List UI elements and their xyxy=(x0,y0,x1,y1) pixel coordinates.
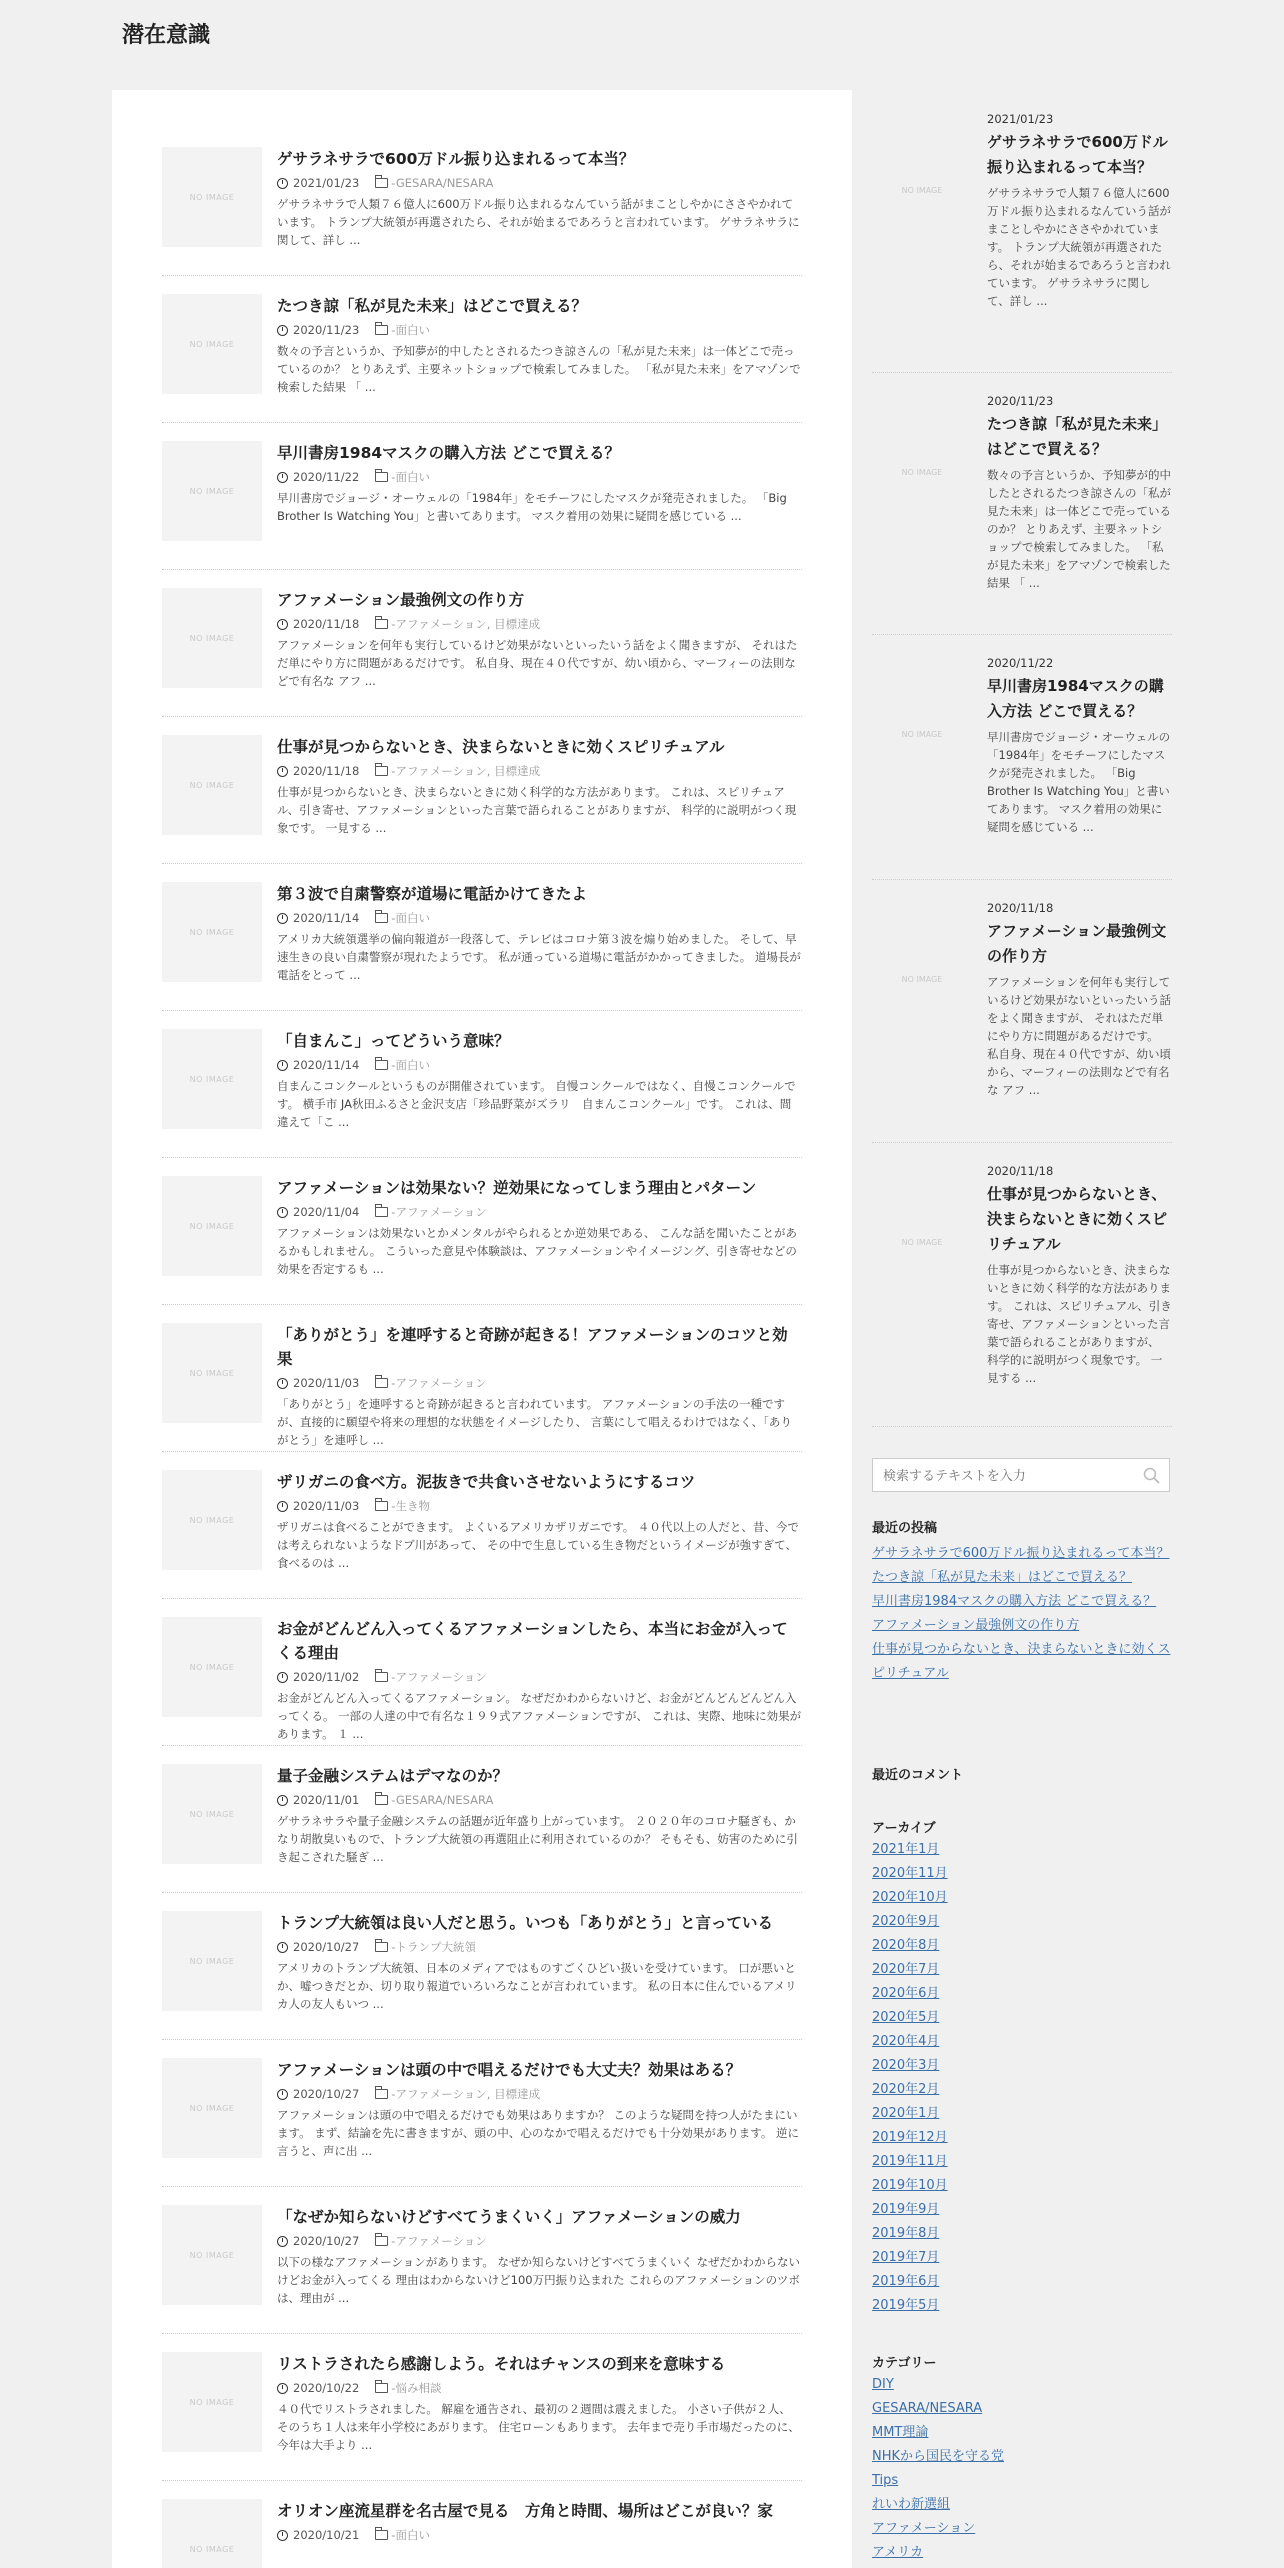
clock-icon xyxy=(277,1795,288,1806)
folder-icon xyxy=(375,1672,388,1682)
post-categories: -アファメーション xyxy=(391,2234,487,2248)
post-body xyxy=(277,2205,802,2307)
post-date: 2020/11/04 xyxy=(293,1205,360,1219)
recent-comments-title: 最近のコメント xyxy=(872,1768,964,1783)
featured-thumbnail[interactable]: NO IMAGE xyxy=(872,929,972,1029)
archive-item-link[interactable]: 2019年9月 xyxy=(872,2202,940,2217)
clock-icon xyxy=(277,1501,288,1512)
archive-item xyxy=(872,2078,1172,2102)
post-categories: -面白い xyxy=(391,911,430,925)
post-body xyxy=(277,1470,802,1572)
folder-icon xyxy=(375,1060,388,1070)
clock-icon xyxy=(277,1672,288,1683)
featured-date: 2020/11/18 xyxy=(987,901,1054,915)
post-excerpt: ザリガニは食べることができます。 よくいるアメリカザリガニです。 ４０代以上の人だと、昔、今では考えられないようなドブ川があって、 その中で生息している生き物だというイメージが強すぎて、 食べるのは ... xyxy=(277,1520,799,1570)
category-link[interactable]: 目標達成 xyxy=(494,764,541,778)
post-excerpt: 自まんこコンクールというものが開催されています。 自慢コンクールではなく、自慢こコンクールです。 横手市 JA秋田ふるさと金沢支店「珍品野菜がズラリ 自まんこコンクール」です。 これは、間違えて「こ ... xyxy=(277,1079,796,1129)
post-body xyxy=(277,147,802,249)
post-date: 2020/10/27 xyxy=(293,1940,360,1954)
post-title[interactable]: 第３波で自粛警察が道場に電話かけてきたよ xyxy=(277,885,588,903)
post-thumbnail[interactable]: NO IMAGE xyxy=(162,2499,262,2568)
clock-icon xyxy=(277,619,288,630)
post-meta xyxy=(277,2085,802,2103)
post-title[interactable]: オリオン座流星群を名古屋で見る 方角と時間、場所はどこが良い？家 xyxy=(277,2502,773,2520)
clock-icon xyxy=(277,178,288,189)
archive-item-link[interactable]: 2021年1月 xyxy=(872,1842,940,1857)
post-excerpt: ゲサラネサラで人類７６億人に600万ドル振り込まれるなんていう話がまことしやかにささやかれています。 トランプ大統領が再選されたら、それが始まるであろうと言われています。 ゲサラネサラに関して、詳し ... xyxy=(277,197,800,247)
post-item xyxy=(162,147,802,276)
archive-item xyxy=(872,2006,1172,2030)
post-thumbnail[interactable]: NO IMAGE xyxy=(162,294,262,394)
featured-title[interactable]: ゲサラネサラで600万ドル振り込まれるって本当？ xyxy=(987,133,1168,176)
post-excerpt: アファメーションは頭の中で唱えるだけでも効果はありますか？ このような疑問を持つ人がたまにいます。 まず、結論を先に書きますが、頭の中、心のなかで唱えるだけでも十分効果があります。 逆に言うと、声に出 ... xyxy=(277,2108,800,2158)
post-item xyxy=(162,1764,802,1893)
featured-post xyxy=(872,110,1172,373)
post-title[interactable]: 早川書房1984マスクの購入方法 どこで買える？ xyxy=(277,444,621,462)
featured-thumbnail[interactable]: NO IMAGE xyxy=(872,140,972,240)
clock-icon xyxy=(277,472,288,483)
category-link[interactable]: アファメーション xyxy=(395,2087,487,2101)
post-categories: -トランプ大統領 xyxy=(391,1940,476,1954)
post-date: 2020/11/18 xyxy=(293,764,360,778)
archive-item xyxy=(872,1838,1172,1862)
clock-icon xyxy=(277,1060,288,1071)
category-link[interactable]: アファメーション xyxy=(395,1205,487,1219)
folder-icon xyxy=(375,1207,388,1217)
clock-icon xyxy=(277,325,288,336)
category-item xyxy=(872,2445,1172,2469)
post-date: 2020/11/14 xyxy=(293,1058,360,1072)
post-meta xyxy=(277,909,802,927)
post-body xyxy=(277,2352,802,2454)
archive-item xyxy=(872,2294,1172,2318)
archive-item xyxy=(872,1934,1172,1958)
archive-item-link[interactable]: 2020年4月 xyxy=(872,2034,940,2049)
archive-item xyxy=(872,2198,1172,2222)
post-meta xyxy=(277,2232,802,2250)
archive-item-link[interactable]: 2019年7月 xyxy=(872,2250,940,2265)
recent-post-link[interactable]: アファメーション最強例文の作り方 xyxy=(872,1618,1080,1633)
category-item xyxy=(872,2541,1172,2565)
category-item-link[interactable]: DIY xyxy=(872,2377,894,2392)
featured-excerpt: 数々の予言というか、予知夢が的中したとされるたつき諒さんの「私が見た未来」は一体どこで売っているのか？ とりあえず、主要ネットショップで検索してみました。 「私が見た未来」をアマゾンで検索した結果 「 ... xyxy=(987,468,1171,590)
featured-thumbnail[interactable]: NO IMAGE xyxy=(872,422,972,522)
post-date: 2020/11/03 xyxy=(293,1499,360,1513)
post-categories: -アファメーション xyxy=(391,1376,487,1390)
archive-item xyxy=(872,2174,1172,2198)
search-input[interactable] xyxy=(873,1459,1135,1493)
folder-icon xyxy=(375,1501,388,1511)
post-excerpt: アメリカ大統領選挙の偏向報道が一段落して、テレビはコロナ第３波を煽り始めました。 そして、早速生きの良い自粛警察が現れたようです。 私が通っている道場に電話がかかってきました。 道場長が電話をとって ... xyxy=(277,932,801,982)
post-thumbnail[interactable]: NO IMAGE xyxy=(162,441,262,541)
featured-text xyxy=(987,654,1172,836)
recent-post xyxy=(872,1566,1172,1590)
category-link[interactable]: 悩み相談 xyxy=(395,2381,442,2395)
archive-item-link[interactable]: 2020年9月 xyxy=(872,1914,940,1929)
archive-item-link[interactable]: 2020年2月 xyxy=(872,2082,940,2097)
post-thumbnail[interactable]: NO IMAGE xyxy=(162,2205,262,2305)
category-item-link[interactable]: NHKから国民を守る党 xyxy=(872,2449,1005,2464)
post-body xyxy=(277,1617,802,1743)
post-categories: -アファメーション, 目標達成 xyxy=(391,764,541,778)
post-date: 2020/11/18 xyxy=(293,617,360,631)
clock-icon xyxy=(277,913,288,924)
post-title[interactable]: ザリガニの食べ方。泥抜きで共食いさせないようにするコツ xyxy=(277,1473,696,1491)
featured-post xyxy=(872,899,1172,1143)
clock-icon xyxy=(277,1378,288,1389)
post-excerpt: 仕事が見つからないとき、決まらないときに効く科学的な方法があります。 これは、スピリチュアル、引き寄せ、アファメーションといった言葉で語られることがありますが、 科学的に説明がつく現象です。 一見する ... xyxy=(277,785,797,835)
folder-icon xyxy=(375,913,388,923)
post-meta xyxy=(277,1938,802,1956)
post-title[interactable]: 仕事が見つからないとき、決まらないときに効くスピリチュアル xyxy=(277,738,725,756)
post-thumbnail[interactable]: NO IMAGE xyxy=(162,1176,262,1276)
featured-text xyxy=(987,1162,1172,1387)
post-item xyxy=(162,441,802,570)
archive-item-link[interactable]: 2020年3月 xyxy=(872,2058,940,2073)
featured-excerpt: ゲサラネサラで人類７６億人に600万ドル振り込まれるなんていう話がまことしやかにささやかれています。 トランプ大統領が再選されたら、それが始まるであろうと言われています。 ゲサラネサラに関して、詳し ... xyxy=(987,186,1171,308)
featured-date: 2021/01/23 xyxy=(987,112,1054,126)
post-categories: -アファメーション, 目標達成 xyxy=(391,2087,541,2101)
archive-item xyxy=(872,2150,1172,2174)
featured-date: 2020/11/23 xyxy=(987,394,1054,408)
category-link[interactable]: アファメーション xyxy=(395,764,487,778)
post-excerpt: アファメーションを何年も実行しているけど効果がないといったいう話をよく聞きますが、 それはただ単にやり方に問題があるだけです。 私自身、現在４０代ですが、幼い頃から、マーフィーの法則などで有名な アフ ... xyxy=(277,638,798,688)
post-thumbnail[interactable]: NO IMAGE xyxy=(162,2058,262,2158)
archive-item xyxy=(872,2126,1172,2150)
post-meta xyxy=(277,2379,802,2397)
folder-icon xyxy=(375,472,388,482)
clock-icon xyxy=(277,2383,288,2394)
post-date: 2020/10/21 xyxy=(293,2528,360,2542)
sidebar xyxy=(872,90,1172,2568)
folder-icon xyxy=(375,325,388,335)
post-thumbnail[interactable]: NO IMAGE xyxy=(162,1764,262,1864)
featured-excerpt: 仕事が見つからないとき、決まらないときに効く科学的な方法があります。 これは、スピリチュアル、引き寄せ、アファメーションといった言葉で語られることがありますが、 科学的に説明がつく現象です。 一見する ... xyxy=(987,1263,1172,1385)
category-item xyxy=(872,2373,1172,2397)
archive-item-link[interactable]: 2020年8月 xyxy=(872,1938,940,1953)
category-item-link[interactable]: GESARA/NESARA xyxy=(872,2401,983,2416)
category-link[interactable]: アファメーション xyxy=(395,1376,487,1390)
post-body xyxy=(277,1764,802,1866)
post-excerpt: ４０代でリストラされました。 解雇を通告され、最初の２週間は震えました。 小さい子供が２人、そのうち１人は来年小学校にあがります。 住宅ローンもあります。 去年まで売り手市場だったのに、今年は大手より ... xyxy=(277,2402,800,2452)
category-item-link[interactable]: Tips xyxy=(872,2473,899,2488)
archive-item-link[interactable]: 2019年5月 xyxy=(872,2298,940,2313)
post-excerpt: ゲサラネサラや量子金融システムの話題が近年盛り上がっています。 ２０２０年のコロナ騒ぎも、かなり胡散臭いもので、トランプ大統領の再選阻止に利用されているのか？ そもそも、妨害のために引き起こされた騒ぎ ... xyxy=(277,1814,798,1864)
categories-title: カテゴリー xyxy=(872,2356,937,2371)
post-item xyxy=(162,2205,802,2334)
category-link[interactable]: GESARA/NESARA xyxy=(395,176,494,190)
post-categories: -面白い xyxy=(391,1058,430,1072)
featured-date: 2020/11/18 xyxy=(987,1164,1054,1178)
category-link[interactable]: 面白い xyxy=(395,2528,430,2542)
post-thumbnail[interactable]: NO IMAGE xyxy=(162,1029,262,1129)
archive-item xyxy=(872,1958,1172,1982)
post-meta xyxy=(277,1374,802,1392)
post-body xyxy=(277,294,802,396)
post-categories: -悩み相談 xyxy=(391,2381,442,2395)
category-item xyxy=(872,2493,1172,2517)
post-item xyxy=(162,1470,802,1599)
archive-item-link[interactable]: 2020年1月 xyxy=(872,2106,940,2121)
site-title[interactable]: 潜在意識 xyxy=(122,23,211,48)
post-date: 2020/10/22 xyxy=(293,2381,360,2395)
post-categories: -面白い xyxy=(391,323,430,337)
category-item-link[interactable]: アメリカ xyxy=(872,2545,924,2560)
recent-post xyxy=(872,1614,1172,1638)
recent-post-link[interactable]: 早川書房1984マスクの購入方法 どこで買える？ xyxy=(872,1594,1157,1609)
post-body xyxy=(277,735,802,837)
post-meta xyxy=(277,1497,802,1515)
post-date: 2020/11/22 xyxy=(293,470,360,484)
post-categories: -アファメーション xyxy=(391,1205,487,1219)
archive-item-link[interactable]: 2020年5月 xyxy=(872,2010,940,2025)
post-item xyxy=(162,1911,802,2040)
featured-post xyxy=(872,654,1172,880)
featured-title[interactable]: 早川書房1984マスクの購入方法 どこで買える？ xyxy=(987,677,1164,720)
post-title[interactable]: アファメーションは頭の中で唱えるだけでも大丈夫？効果はある？ xyxy=(277,2061,742,2079)
archive-item-link[interactable]: 2019年8月 xyxy=(872,2226,940,2241)
post-list xyxy=(112,90,852,2568)
clock-icon xyxy=(277,2089,288,2100)
post-thumbnail[interactable]: NO IMAGE xyxy=(162,2352,262,2452)
featured-thumbnail[interactable]: NO IMAGE xyxy=(872,684,972,784)
archive-item xyxy=(872,2270,1172,2294)
archive-title: アーカイブ xyxy=(872,1821,936,1836)
clock-icon xyxy=(277,1942,288,1953)
featured-text xyxy=(987,110,1172,310)
archive-item-link[interactable]: 2019年11月 xyxy=(872,2154,948,2169)
category-link[interactable]: 目標達成 xyxy=(494,617,541,631)
folder-icon xyxy=(375,2530,388,2540)
archive-item-link[interactable]: 2020年7月 xyxy=(872,1962,940,1977)
post-item xyxy=(162,882,802,1011)
category-item-link[interactable]: れいわ新選組 xyxy=(872,2497,951,2512)
category-item xyxy=(872,2517,1172,2541)
recent-posts-title: 最近の投稿 xyxy=(872,1521,938,1536)
archive-item xyxy=(872,1886,1172,1910)
category-link[interactable]: 目標達成 xyxy=(494,2087,541,2101)
post-body xyxy=(277,1029,802,1131)
post-date: 2020/10/27 xyxy=(293,2234,360,2248)
post-excerpt: 以下の様なアファメーションがあります。 なぜか知らないけどすべてうまくいく なぜだかわからないけどお金が入ってくる 理由はわからないけど100万円振り込まれた これらのアファメーションのツボは、理由が ... xyxy=(277,2255,800,2305)
featured-thumbnail[interactable]: NO IMAGE xyxy=(872,1192,972,1292)
post-body xyxy=(277,441,802,525)
featured-text xyxy=(987,899,1172,1099)
featured-title[interactable]: 仕事が見つからないとき、決まらないときに効くスピリチュアル xyxy=(987,1185,1168,1253)
category-link[interactable]: 面白い xyxy=(395,911,430,925)
search-icon[interactable] xyxy=(1141,1465,1163,1487)
post-meta xyxy=(277,1056,802,1074)
post-body xyxy=(277,2499,802,2544)
recent-post xyxy=(872,1590,1172,1614)
archive-item-link[interactable]: 2019年12月 xyxy=(872,2130,948,2145)
category-item xyxy=(872,2469,1172,2493)
post-body xyxy=(277,2058,802,2160)
post-date: 2020/11/03 xyxy=(293,1376,360,1390)
folder-icon xyxy=(375,2383,388,2393)
archive-item xyxy=(872,2030,1172,2054)
post-title[interactable]: 量子金融システムはデマなのか？ xyxy=(277,1767,508,1785)
category-item xyxy=(872,2421,1172,2445)
category-link[interactable]: アファメーション xyxy=(395,617,487,631)
featured-title[interactable]: たつき諒「私が見た未来」はどこで買える？ xyxy=(987,415,1168,458)
post-excerpt: 早川書房でジョージ・オーウェルの「1984年」をモチーフにしたマスクが発売されました。 「Big Brother Is Watching You」と書いてあります。 マスク着用の効果に疑問を感じている ... xyxy=(277,491,787,523)
category-link[interactable]: 生き物 xyxy=(395,1499,430,1513)
post-item xyxy=(162,2499,802,2568)
folder-icon xyxy=(375,766,388,776)
post-item xyxy=(162,1323,802,1452)
post-meta xyxy=(277,321,802,339)
post-thumbnail[interactable]: NO IMAGE xyxy=(162,1323,262,1423)
folder-icon xyxy=(375,178,388,188)
post-categories: -GESARA/NESARA xyxy=(391,176,494,190)
post-date: 2020/11/01 xyxy=(293,1793,360,1807)
post-body xyxy=(277,882,802,984)
post-excerpt: 数々の予言というか、予知夢が的中したとされるたつき諒さんの「私が見た未来」は一体どこで売っているのか？ とりあえず、主要ネットショップで検索してみました。 「私が見た未来」をアマゾンで検索した結果 「 ... xyxy=(277,344,801,394)
post-categories: -アファメーション xyxy=(391,1670,487,1684)
post-categories: -アファメーション, 目標達成 xyxy=(391,617,541,631)
recent-post-link[interactable]: たつき諒「私が見た未来」はどこで買える？ xyxy=(872,1570,1133,1585)
post-item xyxy=(162,735,802,864)
archive-item xyxy=(872,1862,1172,1886)
featured-post xyxy=(872,1162,1172,1427)
recent-post xyxy=(872,1542,1172,1566)
post-item xyxy=(162,294,802,423)
post-item xyxy=(162,588,802,717)
featured-excerpt: アファメーションを何年も実行しているけど効果がないといったいう話をよく聞きますが、 それはただ単にやり方に問題があるだけです。 私自身、現在４０代ですが、幼い頃から、マーフィーの法則などで有名な アフ ... xyxy=(987,975,1171,1097)
site-header xyxy=(0,0,1284,70)
category-link[interactable]: アファメーション xyxy=(395,1670,487,1684)
post-thumbnail[interactable]: NO IMAGE xyxy=(162,588,262,688)
post-excerpt: お金がどんどん入ってくるアファメーション。 なぜだかわからないけど、お金がどんどんどんどん入ってくる。 一部の人達の中で有名な１９９式アファメーションですが、 これは、実際、地味に効果があります。 １ ... xyxy=(277,1691,802,1741)
folder-icon xyxy=(375,1795,388,1805)
archive-item xyxy=(872,1910,1172,1934)
post-date: 2020/11/23 xyxy=(293,323,360,337)
post-title[interactable]: たつき諒「私が見た未来」はどこで買える？ xyxy=(277,297,588,315)
clock-icon xyxy=(277,766,288,777)
post-title[interactable]: 「自まんこ」ってどういう意味？ xyxy=(277,1032,510,1050)
featured-date: 2020/11/22 xyxy=(987,656,1054,670)
clock-icon xyxy=(277,2236,288,2247)
archive-item-link[interactable]: 2020年10月 xyxy=(872,1890,948,1905)
clock-icon xyxy=(277,2530,288,2541)
post-categories: -GESARA/NESARA xyxy=(391,1793,494,1807)
category-link[interactable]: 面白い xyxy=(395,470,430,484)
post-date: 2020/11/14 xyxy=(293,911,360,925)
post-categories: -生き物 xyxy=(391,1499,430,1513)
post-meta xyxy=(277,2526,802,2544)
featured-text xyxy=(987,392,1172,592)
post-meta xyxy=(277,1203,802,1221)
archive-item-link[interactable]: 2020年6月 xyxy=(872,1986,940,2001)
archive-item xyxy=(872,1982,1172,2006)
category-link[interactable]: 面白い xyxy=(395,1058,430,1072)
post-excerpt: アメリカのトランプ大統領、日本のメディアではものすごくひどい扱いを受けています。 口が悪いとか、嘘つきだとか、切り取り報道でいろいろなことが言われています。 私の日本に住んでいるアメリカ人の友人もいつ ... xyxy=(277,1961,797,2011)
recent-post xyxy=(872,1638,1172,1686)
folder-icon xyxy=(375,2089,388,2099)
archive-item-link[interactable]: 2019年6月 xyxy=(872,2274,940,2289)
post-body xyxy=(277,588,802,690)
search-form xyxy=(872,1458,1170,1492)
post-body xyxy=(277,1323,802,1449)
category-link[interactable]: 面白い xyxy=(395,323,430,337)
post-categories: -面白い xyxy=(391,2528,430,2542)
category-item xyxy=(872,2397,1172,2421)
post-item xyxy=(162,1617,802,1746)
post-thumbnail[interactable]: NO IMAGE xyxy=(162,882,262,982)
post-item xyxy=(162,2352,802,2481)
post-excerpt: 「ありがとう」を連呼すると奇跡が起きると言われています。 アファメーションの手法の一種ですが、直接的に願望や将来の理想的な状態をイメージしたり、 言葉にして唱えるわけではなく、「ありがとう」を連呼し ... xyxy=(277,1397,792,1447)
featured-excerpt: 早川書房でジョージ・オーウェルの「1984年」をモチーフにしたマスクが発売されました。 「Big Brother Is Watching You」と書いてあります。 マスク着用の効果に疑問を感じている ... xyxy=(987,730,1171,834)
post-body xyxy=(277,1176,802,1278)
archive-item xyxy=(872,2222,1172,2246)
recent-post-link[interactable]: ゲサラネサラで600万ドル振り込まれるって本当？ xyxy=(872,1546,1170,1561)
post-meta xyxy=(277,1791,802,1809)
post-title[interactable]: アファメーションは効果ない？逆効果になってしまう理由とパターン xyxy=(277,1179,757,1197)
post-title[interactable]: トランプ大統領は良い人だと思う。いつも「ありがとう」と言っている xyxy=(277,1914,774,1932)
post-meta xyxy=(277,762,802,780)
post-meta xyxy=(277,174,802,192)
archive-item-link[interactable]: 2020年11月 xyxy=(872,1866,948,1881)
post-meta xyxy=(277,468,802,486)
post-thumbnail[interactable]: NO IMAGE xyxy=(162,1911,262,2011)
archive-item-link[interactable]: 2019年10月 xyxy=(872,2178,948,2193)
post-item xyxy=(162,1029,802,1158)
folder-icon xyxy=(375,1378,388,1388)
archive-list xyxy=(872,1838,1172,2318)
category-link[interactable]: アファメーション xyxy=(395,2234,487,2248)
post-thumbnail[interactable]: NO IMAGE xyxy=(162,147,262,247)
folder-icon xyxy=(375,619,388,629)
post-categories: -面白い xyxy=(391,470,430,484)
post-body xyxy=(277,1911,802,2013)
archive-item xyxy=(872,2246,1172,2270)
post-date: 2021/01/23 xyxy=(293,176,360,190)
post-excerpt: アファメーションは効果ないとかメンタルがやられるとか逆効果である、 こんな話を聞いたことがあるかもしれません。 こういった意見や体験談は、アファメーションやイメージング、引き寄せなどの効果を否定するも ... xyxy=(277,1226,797,1276)
recent-posts-list xyxy=(872,1542,1172,1686)
category-item-link[interactable]: アファメーション xyxy=(872,2521,976,2536)
post-meta xyxy=(277,1668,802,1686)
archive-item xyxy=(872,2102,1172,2126)
folder-icon xyxy=(375,1942,388,1952)
category-link[interactable]: トランプ大統領 xyxy=(395,1940,476,1954)
post-title[interactable]: リストラされたら感謝しよう。それはチャンスの到来を意味する xyxy=(277,2355,726,2373)
post-title[interactable]: 「なぜか知らないけどすべてうまくいく」アファメーションの威力 xyxy=(277,2208,741,2226)
post-item xyxy=(162,1176,802,1305)
post-meta xyxy=(277,615,802,633)
post-thumbnail[interactable]: NO IMAGE xyxy=(162,1617,262,1717)
folder-icon xyxy=(375,2236,388,2246)
featured-post xyxy=(872,392,1172,635)
post-title[interactable]: ゲサラネサラで600万ドル振り込まれるって本当？ xyxy=(277,150,635,168)
clock-icon xyxy=(277,1207,288,1218)
post-date: 2020/10/27 xyxy=(293,2087,360,2101)
post-thumbnail[interactable]: NO IMAGE xyxy=(162,735,262,835)
archive-item xyxy=(872,2054,1172,2078)
recent-post-link[interactable]: 仕事が見つからないとき、決まらないときに効くスピリチュアル xyxy=(872,1642,1171,1681)
category-item-link[interactable]: MMT理論 xyxy=(872,2425,929,2440)
post-title[interactable]: アファメーション最強例文の作り方 xyxy=(277,591,525,609)
category-link[interactable]: GESARA/NESARA xyxy=(395,1793,494,1807)
post-date: 2020/11/02 xyxy=(293,1670,360,1684)
categories-list xyxy=(872,2373,1172,2565)
post-title[interactable]: 「ありがとう」を連呼すると奇跡が起きる！アファメーションのコツと効果 xyxy=(277,1326,788,1368)
post-title[interactable]: お金がどんどん入ってくるアファメーションしたら、本当にお金が入ってくる理由 xyxy=(277,1620,788,1662)
featured-title[interactable]: アファメーション最強例文の作り方 xyxy=(987,922,1167,965)
post-item xyxy=(162,2058,802,2187)
post-thumbnail[interactable]: NO IMAGE xyxy=(162,1470,262,1570)
